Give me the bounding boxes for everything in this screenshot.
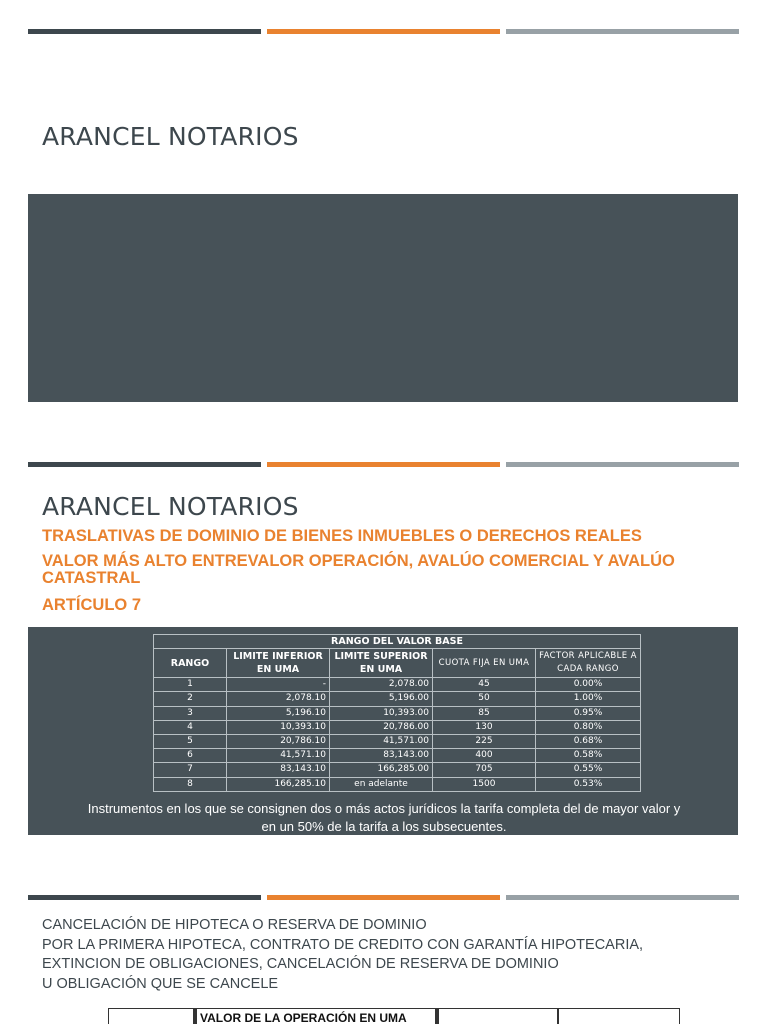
slide2-rule-gray	[506, 462, 739, 467]
cell-limite-inferior: 83,143.10	[227, 763, 330, 777]
slide3-line-4: U OBLIGACIÓN QUE SE CANCELE	[42, 975, 279, 992]
cell-limite-inferior: -	[227, 678, 330, 692]
rates-table	[153, 634, 641, 792]
slide3-rule-dark	[28, 895, 261, 900]
cell-limite-inferior: 5,196.10	[227, 706, 330, 720]
cell-factor: 1.00%	[536, 692, 641, 706]
slide3-table-cell-3	[438, 1008, 558, 1024]
cell-cuota: 45	[433, 678, 536, 692]
cell-cuota: 1500	[433, 777, 536, 791]
slide3-rule-orange	[267, 895, 500, 900]
slide3-table-cell-4	[558, 1008, 680, 1024]
slide3-line-2: POR LA PRIMERA HIPOTECA, CONTRATO DE CREDITO CON GARANTÍA HIPOTECARIA,	[42, 936, 644, 953]
cell-rango: 7	[154, 763, 227, 777]
slide3-line-1: CANCELACIÓN DE HIPOTECA O RESERVA DE DOMINIO	[42, 917, 427, 933]
cell-rango: 4	[154, 720, 227, 734]
top-rule-dark	[28, 29, 261, 34]
cell-limite-superior: 2,078.00	[330, 678, 433, 692]
cell-cuota: 50	[433, 692, 536, 706]
table-row	[154, 763, 641, 777]
subheading-valor-mas-alto: VALOR MÁS ALTO ENTREVALOR OPERACIÓN, AVALÚO COMERCIAL Y AVALÚO CATASTRAL	[42, 552, 675, 587]
cell-rango: 1	[154, 678, 227, 692]
cell-factor: 0.00%	[536, 678, 641, 692]
cell-factor: 0.95%	[536, 706, 641, 720]
cell-limite-inferior: 20,786.10	[227, 734, 330, 748]
header-cuota-fija: CUOTA FIJA EN UMA	[433, 649, 536, 678]
cell-limite-superior: 5,196.00	[330, 692, 433, 706]
table-row	[154, 734, 641, 748]
header-limite-inferior: LIMITE INFERIOR EN UMA	[227, 649, 330, 678]
cell-cuota: 225	[433, 734, 536, 748]
header-limite-superior: LIMITE SUPERIOR EN UMA	[330, 649, 433, 678]
cell-limite-inferior: 2,078.10	[227, 692, 330, 706]
table-row	[154, 706, 641, 720]
table-row	[154, 692, 641, 706]
top-rule-gray	[506, 29, 739, 34]
slide2-title: ARANCEL NOTARIOS	[42, 492, 299, 521]
table-row	[154, 678, 641, 692]
cell-rango: 8	[154, 777, 227, 791]
table-row	[154, 777, 641, 791]
slide2-rule-dark	[28, 462, 261, 467]
header-factor: FACTOR APLICABLE A CADA RANGO	[536, 649, 641, 678]
cell-cuota: 705	[433, 763, 536, 777]
cell-limite-superior: 83,143.00	[330, 749, 433, 763]
cell-rango: 3	[154, 706, 227, 720]
subheading-articulo: ARTÍCULO 7	[42, 596, 141, 614]
slide2-rule-orange	[267, 462, 500, 467]
table-row	[154, 749, 641, 763]
footnote-line-2: en un 50% de la tarifa a los subsecuentes.	[261, 819, 507, 834]
subheading-traslativas: TRASLATIVAS DE DOMINIO DE BIENES INMUEBLES O DERECHOS REALES	[42, 527, 642, 545]
rates-table-caption: RANGO DEL VALOR BASE	[154, 635, 641, 649]
cell-limite-superior: 41,571.00	[330, 734, 433, 748]
cell-limite-superior: 20,786.00	[330, 720, 433, 734]
cell-rango: 5	[154, 734, 227, 748]
cell-factor: 0.53%	[536, 777, 641, 791]
slide1-content-panel	[28, 194, 738, 402]
cell-limite-inferior: 10,393.10	[227, 720, 330, 734]
header-rango: RANGO	[154, 649, 227, 678]
table-row	[154, 720, 641, 734]
top-rule-orange	[267, 29, 500, 34]
cell-cuota: 400	[433, 749, 536, 763]
slide3-text-block	[42, 916, 742, 994]
cell-rango: 2	[154, 692, 227, 706]
cell-limite-superior: 10,393.00	[330, 706, 433, 720]
slide3-line-3: EXTINCION DE OBLIGACIONES, CANCELACIÓN DE RESERVA DE DOMINIO	[42, 956, 559, 972]
cell-limite-superior: 166,285.00	[330, 763, 433, 777]
cell-factor: 0.58%	[536, 749, 641, 763]
slide3-table-header: VALOR DE LA OPERACIÓN EN UMA	[200, 1011, 407, 1024]
cell-rango: 6	[154, 749, 227, 763]
slide3-table-cell-1	[108, 1008, 194, 1024]
cell-cuota: 85	[433, 706, 536, 720]
cell-limite-inferior: 166,285.10	[227, 777, 330, 791]
cell-limite-inferior: 41,571.10	[227, 749, 330, 763]
cell-factor: 0.80%	[536, 720, 641, 734]
slide2-footnote	[34, 800, 734, 836]
cell-cuota: 130	[433, 720, 536, 734]
cell-factor: 0.68%	[536, 734, 641, 748]
cell-factor: 0.55%	[536, 763, 641, 777]
slide1-title: ARANCEL NOTARIOS	[42, 122, 299, 151]
cell-limite-superior: en adelante	[330, 777, 433, 791]
footnote-line-1: Instrumentos en los que se consignen dos o más actos jurídicos la tarifa completa del de mayor valor y	[87, 801, 681, 816]
slide3-rule-gray	[506, 895, 739, 900]
